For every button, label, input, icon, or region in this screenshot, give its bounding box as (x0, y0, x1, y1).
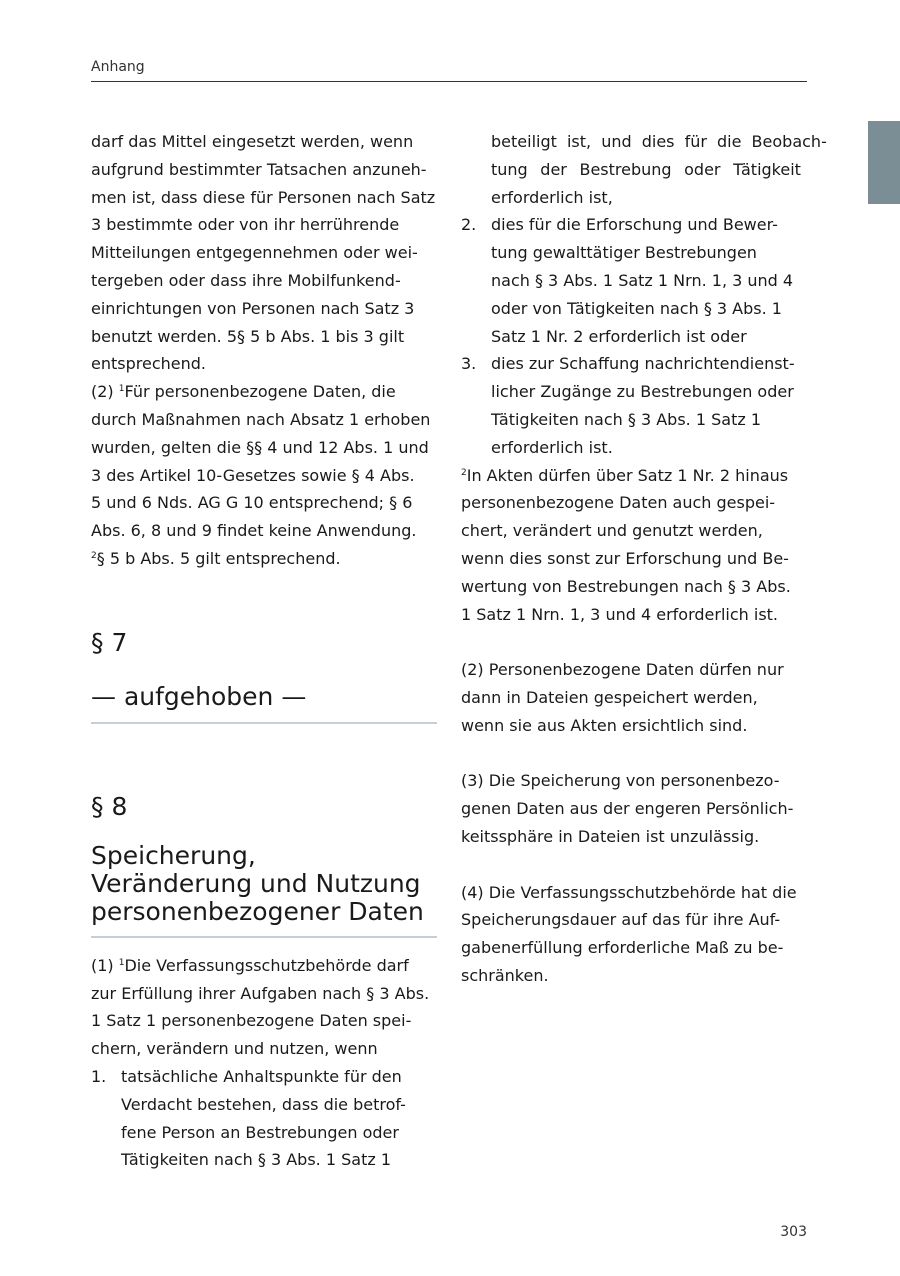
paragraph-2 (461, 656, 807, 739)
text-line: gabenerfüllung erforderliche Maß zu be- (461, 938, 784, 958)
section-number: § 8 (91, 791, 128, 821)
text-line: 3 bestimmte oder von ihr herrührende (91, 215, 400, 235)
list-number: 1. (91, 1066, 107, 1086)
running-header (91, 56, 807, 82)
section-tab-marker (868, 121, 900, 204)
text-line: personenbezogene Daten auch gespei- (461, 493, 776, 513)
text-line: tung der Bestrebung oder Tätigkeit (491, 159, 801, 179)
text-line: men ist, dass diese für Personen nach Satz (91, 187, 436, 207)
text-line: darf das Mittel eingesetzt werden, wenn (91, 132, 414, 151)
text-line: Satz 1 Nr. 2 erforderlich ist oder (491, 326, 747, 346)
text-line: 5 und 6 Nds. AG G 10 entsprechend; § 6 (91, 493, 413, 513)
text-line: 1 Satz 1 Nrn. 1, 3 und 4 erforderlich ist. (461, 604, 779, 624)
text-line: tergeben oder dass ihre Mobilfunkend- (91, 270, 401, 290)
text-line: tatsächliche Anhaltspunkte für den (121, 1066, 402, 1086)
text-line: chern, verändern und nutzen, wenn (91, 1039, 378, 1059)
text-line: entsprechend. (91, 354, 206, 374)
section-title-line: Veränderung und Nutzung (91, 868, 421, 898)
section-7-heading (91, 628, 437, 724)
text-line: dann in Dateien gespeichert werden, (461, 687, 758, 707)
text-line: tung gewalttätiger Bestrebungen (491, 243, 757, 263)
text-line: einrichtungen von Personen nach Satz 3 (91, 298, 415, 318)
text-line: erforderlich ist, (491, 187, 613, 207)
text-line: wurden, gelten die §§ 4 und 12 Abs. 1 und (91, 437, 429, 457)
text-line: 1 Satz 1 personenbezogene Daten spei- (91, 1011, 412, 1031)
text-line: (2) Personenbezogene Daten dürfen nur (461, 660, 784, 680)
text-line: Abs. 6, 8 und 9 findet keine Anwendung. (91, 521, 417, 541)
list-item-2 (461, 211, 807, 350)
section-title: — aufgehoben — (91, 681, 307, 711)
text-line: nach § 3 Abs. 1 Satz 1 Nrn. 1, 3 und 4 (491, 270, 794, 290)
text-line: durch Maßnahmen nach Absatz 1 erhoben (91, 409, 431, 429)
section-divider (91, 712, 437, 724)
text-line: $^2$§ 5 b Abs. 5 gilt entsprechend. (91, 548, 341, 568)
section-divider (91, 926, 437, 938)
text-line: $^2$In Akten dürfen über Satz 1 Nr. 2 hinaus (461, 465, 789, 485)
text-line: erforderlich ist. (491, 437, 613, 457)
list-item-1 (91, 1063, 437, 1174)
paragraph-2 (91, 378, 437, 573)
text-line: 3 des Artikel 10-Gesetzes sowie § 4 Abs. (91, 465, 415, 485)
text-line: (2) $^1$Für personenbezogene Daten, die (91, 382, 396, 402)
text-line: wertung von Bestrebungen nach § 3 Abs. (461, 576, 791, 596)
list-number: 2. (461, 215, 477, 235)
text-line: keitssphäre in Dateien ist unzulässig. (461, 826, 760, 846)
text-line: Verdacht bestehen, dass die betrof- (121, 1094, 406, 1114)
text-line: benutzt werden. 5§ 5 b Abs. 1 bis 3 gilt (91, 326, 405, 346)
section-title-line: Speicherung, (91, 840, 256, 870)
list-item-1-continued (461, 128, 827, 211)
text-line: beteiligt ist, und dies für die Beobach- (491, 132, 827, 151)
text-line: Mitteilungen entgegennehmen oder wei- (91, 243, 418, 263)
left-column (91, 128, 437, 1174)
text-line: Speicherungsdauer auf das für ihre Auf- (461, 910, 781, 930)
text-line: (1) $^1$Die Verfassungsschutzbehörde darf (91, 955, 409, 975)
page-number: 303 (780, 1224, 807, 1240)
text-line: dies zur Schaffung nachrichtendienst- (491, 354, 795, 374)
paragraph-1 (91, 952, 437, 1063)
text-line: chert, verändert und genutzt werden, (461, 521, 763, 541)
list-item-3 (461, 350, 807, 461)
paragraph-1-sentence-2 (461, 462, 807, 629)
text-line: (3) Die Speicherung von personenbezo- (461, 771, 780, 791)
text-line: (4) Die Verfassungsschutzbehörde hat die (461, 882, 797, 902)
text-line: dies für die Erforschung und Bewer- (491, 215, 778, 235)
intro-paragraph (91, 128, 437, 378)
list-number: 3. (461, 354, 477, 374)
text-line: wenn dies sonst zur Erforschung und Be- (461, 548, 789, 568)
section-number: § 7 (91, 627, 128, 657)
paragraph-3 (461, 767, 807, 850)
text-line: Tätigkeiten nach § 3 Abs. 1 Satz 1 (121, 1150, 392, 1170)
text-line: Tätigkeiten nach § 3 Abs. 1 Satz 1 (491, 409, 762, 429)
text-line: aufgrund bestimmter Tatsachen anzuneh- (91, 159, 427, 179)
right-column (461, 128, 827, 990)
text-line: schränken. (461, 965, 549, 985)
text-line: zur Erfüllung ihrer Aufgaben nach § 3 Abs. (91, 983, 430, 1003)
text-line: wenn sie aus Akten ersichtlich sind. (461, 715, 748, 735)
running-header-title: Anhang (91, 59, 145, 75)
text-line: licher Zugänge zu Bestrebungen oder (491, 382, 794, 402)
section-8-heading (91, 792, 437, 938)
text-line: oder von Tätigkeiten nach § 3 Abs. 1 (491, 298, 782, 318)
text-line: genen Daten aus der engeren Persönlich- (461, 799, 794, 819)
section-title-line: personenbezogener Daten (91, 896, 424, 926)
text-line: fene Person an Bestrebungen oder (121, 1122, 399, 1142)
paragraph-4 (461, 879, 807, 990)
